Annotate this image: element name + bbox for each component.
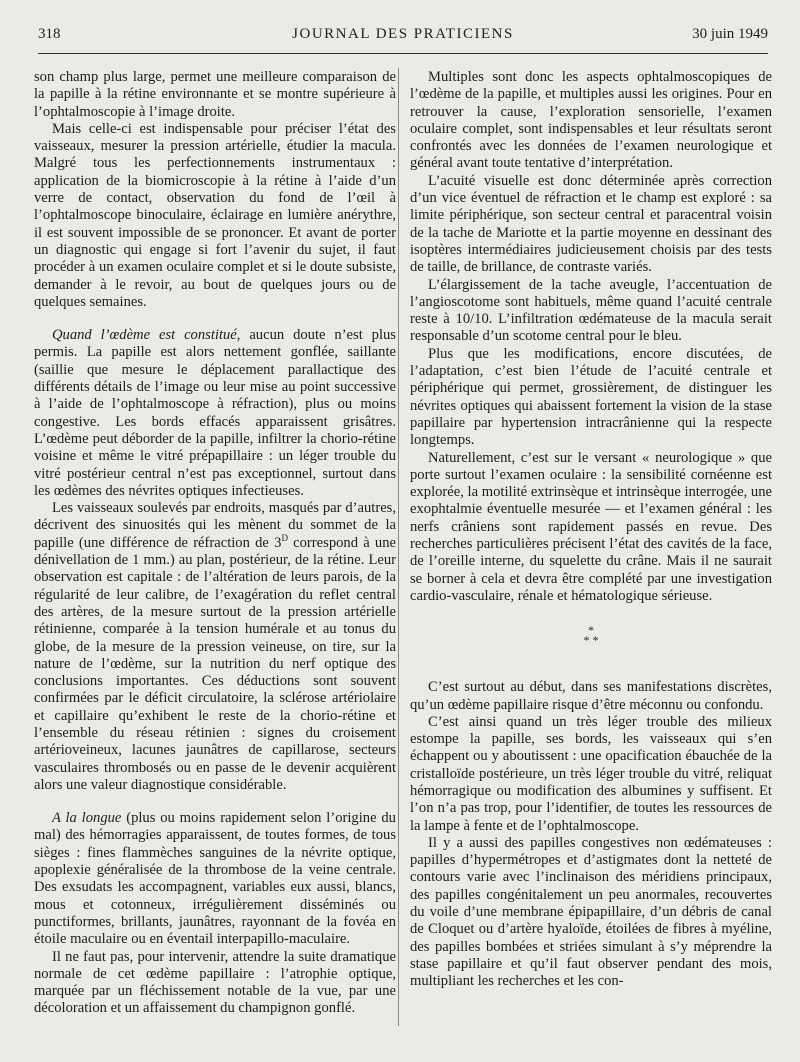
paragraph: Il ne faut pas, pour intervenir, attendre la suite dramatique normale de cet œdème papillaire : l’atrophie optique, marquée par un fléchissement notable de la vue, par une décoloration et un affaissement du champignon gonflé. [34, 948, 396, 1017]
right-column [410, 69, 772, 991]
asterism-bottom: * * [583, 633, 599, 648]
header-rule [38, 53, 768, 54]
paragraph: Mais celle-ci est indispensable pour préciser l’état des vaisseaux, mesurer la pression artérielle, étudier la macula. Malgré tous les perfectionnements instrumentaux : application de la biomicroscopie à la rétine à l’aide d’un verre de contact, observation du fond de l’œil à l’ophtalmoscope binoculaire, éclairage en lumière anérythre, il est souvent impossible de se prononcer. Et avant de porter un diagnostic qui engage si fort l’avenir du sujet, il faut procéder à un examen oculaire complet et si le doute subsiste, demander à le revoir, au bout de quelques jours ou de quelques semaines. [34, 120, 396, 310]
issue-date: 30 juin 1949 [692, 26, 768, 42]
running-header [38, 26, 768, 48]
paragraph-text: aucun doute n’est plus permis. La papille est alors nettement gonflée, saillante (saillie que mesure le déplacement parallactique des différents détails de l’image ou leur mise au point successive à l’aide de l’ophtalmoscope à réfraction), plus ou moins congestive. Les bords effacés apparaissent grisâtres. L’œdème peut déborder de la papille, infiltrer la chorio-rétine voisine et même le vitré prépapillaire : un léger trouble du vitré postérieur central n’est pas exceptionnel, surtout dans les œdèmes des névrites optiques infectieuses. [34, 327, 396, 499]
paragraph: Naturellement, c’est sur le versant « neurologique » que porte surtout l’examen oculaire : la sensibilité cornéenne est explorée, la motilité extrinsèque et intrinsèque interrogée, une exophtalmie éventuelle mesurée — et l’examen général : les nerfs crâniens sont rapidement passés en revue. Des recherches particulières précisent l’état des cavités de la face, de l’oreille interne, du squelette du crâne. Mais il ne saurait se borner à cela et devra être complété par une investigation cardio-vasculaire, rénale et hématologique sérieuse. [410, 449, 772, 604]
section-lead: Quand l’œdème est constitué, [52, 327, 241, 344]
paragraph: Il y a aussi des papilles congestives non œdémateuses : papilles d’hypermétropes et d’astigmates dont la netteté de contours varie avec l’inclinaison des méridiens principaux, des papilles congénitalement un peu anormales, recouvertes du voile d’une membrane épipapillaire, d’un débris de canal de Cloquet ou d’artère hyaloïde, étoilées de fibres à myéline, des papilles bombées et striées simulant à s’y méprendre la stase papillaire et qu’il faut observer pendant des mois, multipliant les recherches et les con- [410, 834, 772, 990]
paragraph: C’est surtout au début, dans ses manifestations discrètes, qu’un œdème papillaire risque d’être méconnu ou confondu. [410, 679, 772, 713]
paragraph [34, 810, 396, 948]
left-column [34, 69, 396, 1018]
paragraph: Plus que les modifications, encore discutées, de l’adaptation, c’est bien l’étude de l’acuité centrale et périphérique qui permet, grossièrement, de distinguer les névrites optiques qui abaissent fortement la vision de la stase papillaire par hypertension intracrânienne qui la respecte longtemps. [410, 345, 772, 449]
superscript: D [281, 532, 288, 543]
journal-title: JOURNAL DES PRATICIENS [292, 26, 514, 42]
paragraph-text: Les vaisseaux soulevés par endroits, masqués par d’autres, décrivent des sinuosités qui les mènent du sommet de la papille (une différence de réfraction de 3 [34, 500, 396, 551]
paragraph: son champ plus large, permet une meilleure comparaison de la papille à la rétine environnante et se montre supérieure à l’ophtalmoscopie à l’image droite. [34, 69, 396, 120]
section-divider [410, 623, 772, 648]
section-lead: A la longue [52, 810, 122, 827]
paragraph: L’acuité visuelle est donc déterminée après correction d’un vice éventuel de réfraction et le champ est exploré : sa limite périphérique, son secteur central et paracentral voisin de la tache de Mariotte et la partie moyenne en dessinant des isoptères intermédiaires judicieusement choisis par des tests de taille, de brillance, de contraste variés. [410, 172, 772, 276]
page-number: 318 [38, 26, 61, 42]
paragraph-text: correspond à une dénivellation de 1 mm.) au plan, postérieur, de la rétine. Leur observation est capitale : de l’altération de leurs parois, de la régularité de leur calibre, de l’exagération du reflet central des artères, de la mesure surtout de la pression artérielle rétinienne, comparée à la tension humérale et au tonus du globe, de la mesure de la pression veineuse, on tire, sur la nature de l’œdème, sur la nutrition du nerf optique des conclusions importantes. Ces déductions sont souvent confirmées par le déficit circulatoire, la sclérose artériolaire et capillaire qu’exhibent le reste de la chorio-rétine et l’ensemble du réseau rétinien : signes du croisement artérioveineux, lacunes jaunâtres de capillarose, secteurs vasculaires thrombosés ou en passe de le devenir acquièrent alors une valeur diagnostique considérable. [34, 534, 396, 793]
paragraph: Multiples sont donc les aspects ophtalmoscopiques de l’œdème de la papille, et multiples aussi les origines. Pour en retrouver la cause, l’exploration sensorielle, l’examen oculaire complet, sont indispensables et leur résultats seront confrontés avec les données de l’examen neurologique et général avant toute tentative d’interprétation. [410, 69, 772, 172]
paragraph [34, 327, 396, 500]
paragraph-text: (plus ou moins rapidement selon l’origine du mal) des hémorragies apparaissent, de toutes formes, de tous sièges : fines flammèches sanguines de la névrite optique, apoplexie généralisée de la thrombose de la veine centrale. Des exsudats les accompagnent, variables eux aussi, blancs, mous et cotonneux, irrégulièrement disséminés ou punctiformes, brillants, jaunâtres, rayonnant de la fovéa en étoile maculaire ou en éventail interpapillo-maculaire. [34, 810, 396, 948]
paragraph: L’élargissement de la tache aveugle, l’accentuation de l’angioscotome sont habituels, même quand l’acuité centrale reste à 10/10. L’infiltration œdémateuse de la macula serait responsable d’un scotome central pour le bleu. [410, 276, 772, 345]
paragraph: C’est ainsi quand un très léger trouble des milieux estompe la papille, ses bords, les vaisseaux qui s’en échappent ou y aboutissent : une opacification ébauchée de la cristalloïde postérieure, un très léger trouble du vitré, reliquat hémorragique ou modification des albumines y suffisent. Et l’on n’a pas trop, pour l’identifier, de toutes les ressources de la lampe à fente et de l’ophtalmoscope. [410, 713, 772, 834]
column-separator [398, 68, 399, 1026]
paragraph [34, 500, 396, 794]
asterism-top: * [588, 623, 594, 638]
